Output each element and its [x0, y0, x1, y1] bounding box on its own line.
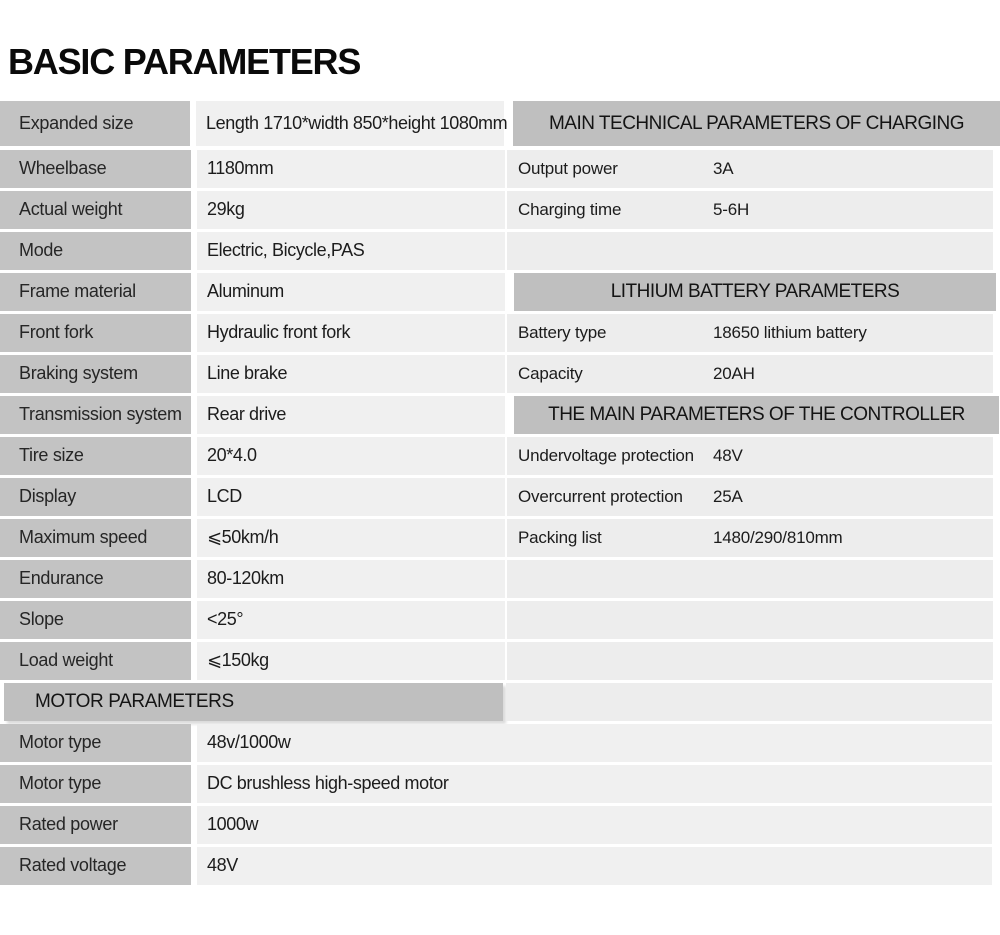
- spec-label: Front fork: [0, 314, 191, 352]
- spec-row: [0, 314, 1000, 352]
- spec-label: Expanded size: [0, 101, 190, 146]
- page-title: BASIC PARAMETERS: [8, 41, 361, 82]
- spec-row: [0, 232, 1000, 270]
- spec-value: 3A: [713, 158, 734, 178]
- empty-cell: [506, 683, 992, 721]
- spec-value: ⩽150kg: [197, 642, 505, 680]
- spec-row: [0, 642, 1000, 680]
- right-spec-row: [507, 437, 993, 475]
- spec-label: Mode: [0, 232, 191, 270]
- spec-row: [0, 847, 1000, 885]
- spec-label: Packing list: [518, 527, 602, 547]
- empty-cell: [507, 560, 993, 598]
- spec-value: Hydraulic front fork: [197, 314, 505, 352]
- spec-label: Rated voltage: [0, 847, 191, 885]
- spec-label: Overcurrent protection: [518, 486, 683, 506]
- empty-cell: [507, 232, 993, 270]
- spec-label: Wheelbase: [0, 150, 191, 188]
- spec-label: Capacity: [518, 363, 583, 383]
- spec-label: Frame material: [0, 273, 191, 311]
- spec-value: 1480/290/810mm: [713, 527, 843, 547]
- spec-label: Rated power: [0, 806, 191, 844]
- spec-row: [0, 355, 1000, 393]
- right-spec-row: [507, 478, 993, 516]
- spec-label: Transmission system: [0, 396, 191, 434]
- spec-label: Motor type: [0, 765, 191, 803]
- spec-row: [0, 101, 1000, 146]
- spec-value: Aluminum: [197, 273, 505, 311]
- spec-row: [0, 396, 1000, 434]
- spec-label: Maximum speed: [0, 519, 191, 557]
- spec-value: Electric, Bicycle,PAS: [197, 232, 505, 270]
- spec-row: [0, 150, 1000, 188]
- right-spec-row: [507, 519, 993, 557]
- spec-value: 80-120km: [197, 560, 505, 598]
- spec-row: [0, 806, 1000, 844]
- spec-label: Tire size: [0, 437, 191, 475]
- right-spec-row: [507, 150, 993, 188]
- spec-value: 29kg: [197, 191, 505, 229]
- spec-value: 5-6H: [713, 199, 750, 219]
- spec-label: Slope: [0, 601, 191, 639]
- spec-row: [0, 191, 1000, 229]
- spec-label: Display: [0, 478, 191, 516]
- spec-value: 18650 lithium battery: [713, 322, 867, 342]
- spec-value: Line brake: [197, 355, 505, 393]
- spec-value: DC brushless high-speed motor: [197, 765, 992, 803]
- spec-value: 48V: [197, 847, 992, 885]
- spec-label: Output power: [518, 158, 618, 178]
- spec-row: [0, 437, 1000, 475]
- spec-value: LCD: [197, 478, 505, 516]
- spec-row: [0, 724, 1000, 762]
- empty-cell: [507, 601, 993, 639]
- spec-row: [0, 560, 1000, 598]
- spec-value: 48v/1000w: [197, 724, 992, 762]
- spec-value: 25A: [713, 486, 743, 506]
- spec-value: ⩽50km/h: [197, 519, 505, 557]
- charging-section-header: MAIN TECHNICAL PARAMETERS OF CHARGING: [513, 101, 1000, 146]
- right-spec-row: [507, 314, 993, 352]
- spec-value: 1000w: [197, 806, 992, 844]
- spec-value: 48V: [713, 445, 743, 465]
- spec-value: Length 1710*width 850*height 1080mm: [196, 101, 504, 146]
- motor-section-header: MOTOR PARAMETERS: [4, 683, 503, 721]
- spec-row: [0, 273, 1000, 311]
- spec-value: 20AH: [713, 363, 755, 383]
- controller-section-header: THE MAIN PARAMETERS OF THE CONTROLLER: [514, 396, 999, 434]
- spec-row: [0, 519, 1000, 557]
- spec-row: [0, 478, 1000, 516]
- right-spec-row: [507, 191, 993, 229]
- spec-value: 1180mm: [197, 150, 505, 188]
- spec-table: [0, 101, 1000, 888]
- spec-label: Charging time: [518, 199, 622, 219]
- spec-label: Battery type: [518, 322, 607, 342]
- spec-value: Rear drive: [197, 396, 505, 434]
- spec-label: Motor type: [0, 724, 191, 762]
- spec-label: Endurance: [0, 560, 191, 598]
- spec-row: [0, 765, 1000, 803]
- spec-label: Undervoltage protection: [518, 445, 694, 465]
- empty-cell: [507, 642, 993, 680]
- spec-row: [0, 601, 1000, 639]
- spec-label: Actual weight: [0, 191, 191, 229]
- spec-value: <25°: [197, 601, 505, 639]
- right-spec-row: [507, 355, 993, 393]
- spec-value: 20*4.0: [197, 437, 505, 475]
- spec-label: Load weight: [0, 642, 191, 680]
- battery-section-header: LITHIUM BATTERY PARAMETERS: [514, 273, 996, 311]
- spec-label: Braking system: [0, 355, 191, 393]
- spec-row: [0, 683, 1000, 721]
